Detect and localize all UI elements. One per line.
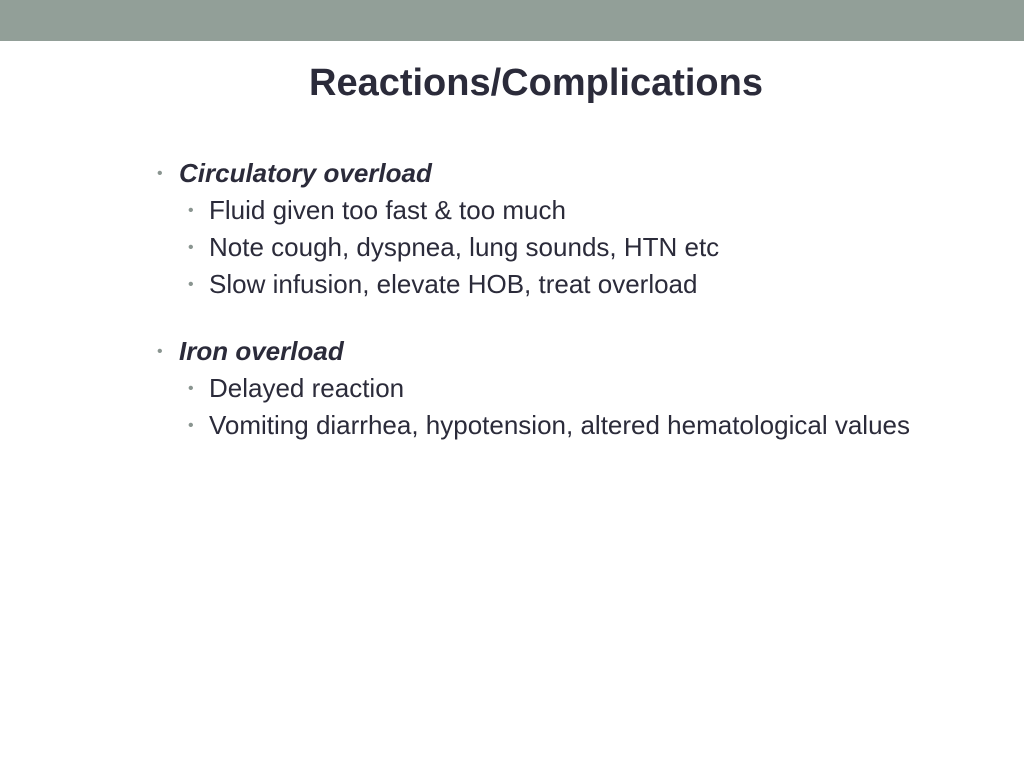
bullet-icon: • [157, 165, 163, 182]
list-item-text: Delayed reaction [209, 373, 405, 403]
bullet-icon: • [188, 380, 194, 397]
list-item [155, 266, 915, 303]
list-item-text: Note cough, dyspnea, lung sounds, HTN etc [209, 232, 720, 262]
list-item [155, 407, 915, 444]
section-heading [155, 155, 915, 192]
list-item [155, 192, 915, 229]
list-item [155, 229, 915, 266]
bullet-icon: • [188, 202, 194, 219]
bullet-icon: • [188, 417, 194, 434]
section-heading-text: Circulatory overload [179, 158, 432, 188]
bullet-content [155, 155, 915, 474]
slide-title: Reactions/Complications [309, 62, 763, 104]
section-heading-text: Iron overload [179, 336, 344, 366]
bullet-icon: • [188, 276, 194, 293]
list-item-text: Slow infusion, elevate HOB, treat overload [209, 269, 698, 299]
list-item [155, 370, 915, 407]
section-heading [155, 333, 915, 370]
list-item-text: Vomiting diarrhea, hypotension, altered hematological values [209, 410, 910, 440]
list-item-text: Fluid given too fast & too much [209, 195, 566, 225]
top-accent-bar [0, 0, 1024, 41]
section-circulatory-overload [155, 155, 915, 303]
bullet-icon: • [188, 239, 194, 256]
section-iron-overload [155, 333, 915, 444]
bullet-icon: • [157, 343, 163, 360]
